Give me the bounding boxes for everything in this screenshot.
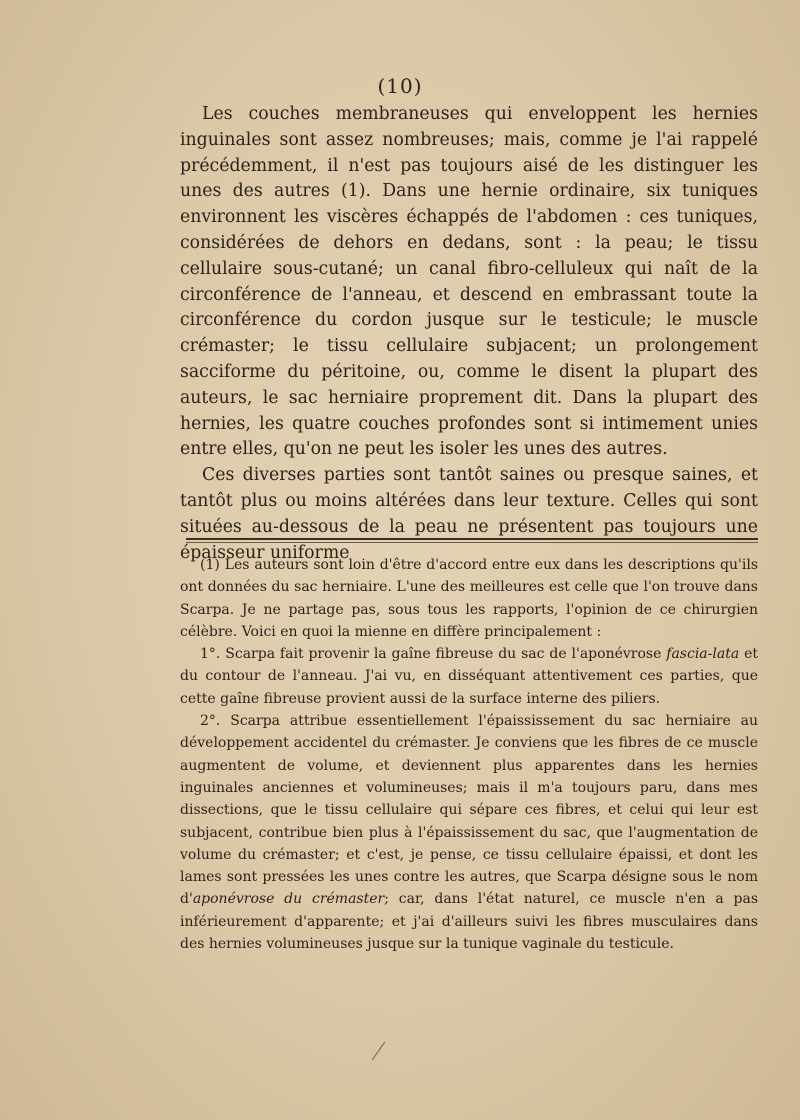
footnote-p2-text-b: et du contour de l'anneau. J'ai vu, en disséquant attentivement ces parties, que cette gaîne fibreuse provient aussi de la surface interne des piliers. <box>180 646 758 707</box>
footnote-p2-italic: fascia-lata <box>666 646 740 663</box>
footnote-p3-italic: aponévrose du crémaster <box>192 891 385 908</box>
footnote <box>180 554 758 955</box>
ink-stroke-mark <box>372 1042 385 1061</box>
footnote-p3-text-b: ; car, dans l'état naturel, ce muscle n'en a pas inférieurement d'apparente; et j'ai d'ailleurs suivi les fibres musculaires dans des hernies volumineuses jusque sur la tunique vaginale du testicule. <box>180 891 758 953</box>
footnote-paragraph-3 <box>180 710 758 955</box>
paragraph-2: Ces diverses parties sont tantôt saines ou presque saines, et tantôt plus ou moins altérées dans leur texture. Celles qui sont situées au-dessous de la peau ne présentent pas toujours une épaisseur uniforme <box>180 465 758 563</box>
page-number: (10) <box>377 74 423 98</box>
footnote-separator-thin <box>186 542 758 543</box>
footnote-p3-text-a: 2°. Scarpa attribue essentiellement l'épaississement du sac herniaire au développement accidentel du crémaster. Je conviens que les fibres de ce muscle augmentent de volume, et deviennent plus apparentes dans les hernies inguinales anciennes et volumineuses; mais il m'a toujours paru, dans mes dissections, que le tissu cellulaire qui sépare ces fibres, et celui qui leur est subjacent, contribue bien plus à l'épaississement du sac, que l'augmentation de volume du crémaster; et c'est, je pense, ce tissu cellulaire épaissi, et dont les lames sont pressées les unes contre les autres, que Scarpa désigne sous le nom d' <box>180 713 758 908</box>
paragraph-1: Les couches membraneuses qui enveloppent les hernies inguinales sont assez nombreuses; mais, comme je l'ai rappelé précédemment, il n'est pas toujours aisé de les distinguer les unes des autres (1). Dans une hernie ordinaire, six tuniques environnent les viscères échappés de l'abdomen : ces tuniques, considérées de dehors en dedans, sont : la peau; le tissu cellulaire sous-cutané; un canal fibro-celluleux qui naît de la circonférence de l'anneau, et descend en embrassant toute la circonférence du cordon jusque sur le testicule; le muscle crémaster; le tissu cellulaire subjacent; un prolongement sacciforme du péritoine, ou, comme le disent la plupart des auteurs, le sac herniaire proprement dit. Dans la plupart des hernies, les quatre couches profondes sont si intimement unies entre elles, qu'on ne peut les isoler les unes des autres. <box>180 104 758 460</box>
footnote-paragraph-2 <box>180 643 758 710</box>
footnote-paragraph-1: (1) Les auteurs sont loin d'être d'accord entre eux dans les descriptions qu'ils ont données du sac herniaire. L'une des meilleures est celle que l'on trouve dans Scarpa. Je ne partage pas, sous tous les rapports, l'opinion de ce chirurgien célèbre. Voici en quoi la mienne en diffère principalement : <box>180 557 758 640</box>
footnote-separator <box>186 538 758 540</box>
footnote-p2-text-a: 1°. Scarpa fait provenir la gaîne fibreuse du sac de l'aponévrose <box>200 646 667 663</box>
main-text <box>180 102 758 566</box>
